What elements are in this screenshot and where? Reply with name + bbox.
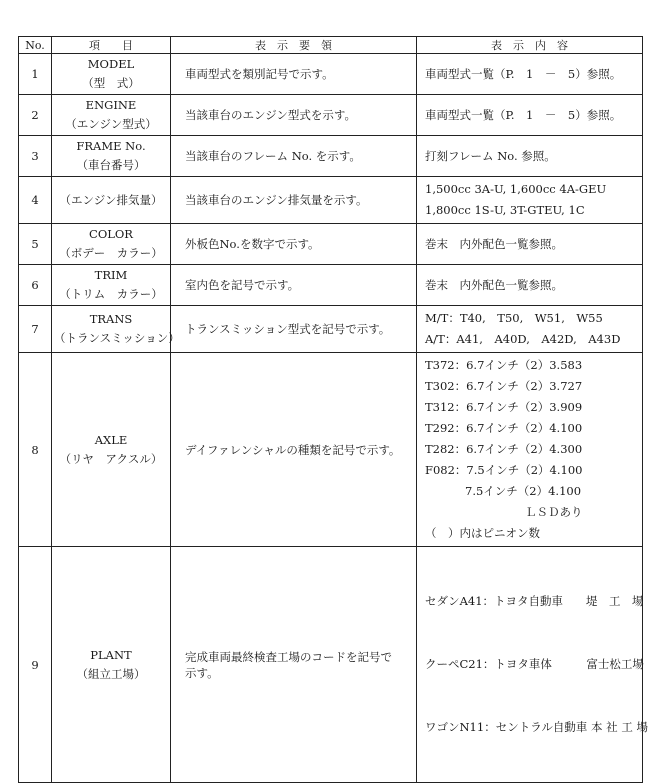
item-label: COLOR	[89, 227, 133, 241]
row-desc: 当該車台のフレーム No. を示す。	[171, 136, 417, 177]
content-line: 車両型式一覧（P. 1 － 5）参照。	[425, 66, 622, 81]
row-item	[52, 224, 171, 265]
row-item	[52, 353, 171, 547]
item-label: AXLE	[94, 432, 128, 447]
row-content	[417, 224, 643, 265]
row-item	[52, 136, 171, 177]
item-label: PLANT	[90, 647, 132, 662]
content-line: 7.5インチ（2）4.100	[465, 484, 582, 498]
item-label: ENGINE	[85, 98, 137, 112]
item-sub-label: （組立工場）	[76, 666, 146, 681]
item-sub-label: （トリム カラー）	[59, 287, 163, 301]
row-no: 6	[19, 265, 52, 306]
row-content	[417, 353, 643, 547]
row-item	[52, 54, 171, 95]
table-row	[19, 136, 643, 177]
content-line: ＬＳＤあり	[525, 505, 583, 519]
row-desc: 外板色No.を数字で示す。	[171, 224, 417, 265]
content-line: 巻末 内外配色一覧参照。	[425, 236, 563, 251]
row-desc: デイファレンシャルの種類を記号で示す。	[171, 353, 417, 547]
item-sub-label: （型 式）	[82, 76, 140, 90]
table-row	[19, 306, 643, 353]
row-content	[417, 306, 643, 353]
row-content	[417, 177, 643, 224]
content-line: F082：7.5インチ（2）4.100	[425, 463, 583, 477]
content-line: （ ）内はピニオン数	[425, 526, 540, 540]
table-row	[19, 265, 643, 306]
header-item: 項 目	[52, 37, 171, 54]
content-line: T282：6.7インチ（2）4.300	[425, 442, 583, 456]
table-row	[19, 353, 643, 547]
content-line: 打刻フレーム No. 参照。	[425, 148, 556, 163]
row-no: 1	[19, 54, 52, 95]
item-sub-label: （エンジン型式）	[65, 117, 157, 131]
item-sub-label: （車台番号）	[76, 158, 146, 172]
row-desc: 当該車台のエンジン排気量を示す。	[171, 177, 417, 224]
row-content	[417, 136, 643, 177]
table-row	[19, 547, 643, 783]
desc-line: 完成車両最終検査工場のコードを記号で	[185, 649, 392, 664]
row-content	[417, 265, 643, 306]
row-desc: 当該車台のエンジン型式を示す。	[171, 95, 417, 136]
row-desc	[171, 547, 417, 783]
row-item	[52, 306, 180, 353]
header-desc: 表 示 要 領	[171, 37, 417, 54]
row-no: 7	[19, 306, 52, 353]
content-line: T372：6.7インチ（2）3.583	[425, 358, 583, 372]
content-line: T312：6.7インチ（2）3.909	[425, 400, 583, 414]
header-row	[19, 37, 643, 54]
content-line: クーペC21：トヨタ車体 富士松工場	[425, 657, 644, 671]
row-no: 2	[19, 95, 52, 136]
spec-table	[18, 36, 648, 783]
row-no: 3	[19, 136, 52, 177]
item-label: MODEL	[87, 57, 135, 71]
row-no: 8	[19, 353, 52, 547]
content-line: 1,500cc 3A-U, 1,600cc 4A-GEU	[425, 182, 607, 196]
item-label: TRIM	[94, 268, 128, 282]
row-item	[52, 95, 171, 136]
item-label: FRAME No.	[76, 139, 146, 153]
content-line: セダンA41：トヨタ自動車 堤 工 場	[425, 594, 644, 608]
content-line: T302：6.7インチ（2）3.727	[425, 379, 583, 393]
table-row	[19, 177, 643, 224]
item-sub-label: （トランスミッション）	[54, 331, 180, 345]
table-row	[19, 224, 643, 265]
row-content	[417, 54, 643, 95]
content-line: A/T：A41, A40D, A42D, A43D	[425, 332, 621, 346]
row-item	[52, 177, 171, 224]
row-no: 5	[19, 224, 52, 265]
row-content	[417, 547, 648, 783]
row-no: 9	[19, 547, 52, 783]
item-label: TRANS	[89, 312, 133, 326]
row-desc: 車両型式を類別記号で示す。	[171, 54, 417, 95]
item-label: （エンジン排気量）	[59, 192, 163, 207]
table-row	[19, 54, 643, 95]
content-line: T292：6.7インチ（2）4.100	[425, 421, 583, 435]
row-desc: 室内色を記号で示す。	[171, 265, 417, 306]
header-content: 表 示 内 容	[417, 37, 643, 54]
row-item	[52, 547, 171, 783]
content-line: 1,800cc 1S-U, 3T-GTEU, 1C	[425, 203, 585, 217]
desc-line: 示す。	[185, 665, 219, 680]
content-line: M/T：T40, T50, W51, W55	[425, 311, 603, 325]
row-content	[417, 95, 643, 136]
item-sub-label: （リヤ アクスル）	[59, 451, 163, 466]
content-line: 車両型式一覧（P. 1 － 5）参照。	[425, 107, 622, 122]
row-no: 4	[19, 177, 52, 224]
header-no: No.	[19, 37, 52, 54]
row-desc: トランスミッション型式を記号で示す。	[171, 306, 417, 353]
table-row	[19, 95, 643, 136]
content-line: ワゴンN11：セントラル自動車 本 社 工 場	[425, 720, 648, 734]
row-item	[52, 265, 171, 306]
item-sub-label: （ボデー カラー）	[59, 246, 163, 260]
content-line: 巻末 内外配色一覧参照。	[425, 277, 563, 292]
